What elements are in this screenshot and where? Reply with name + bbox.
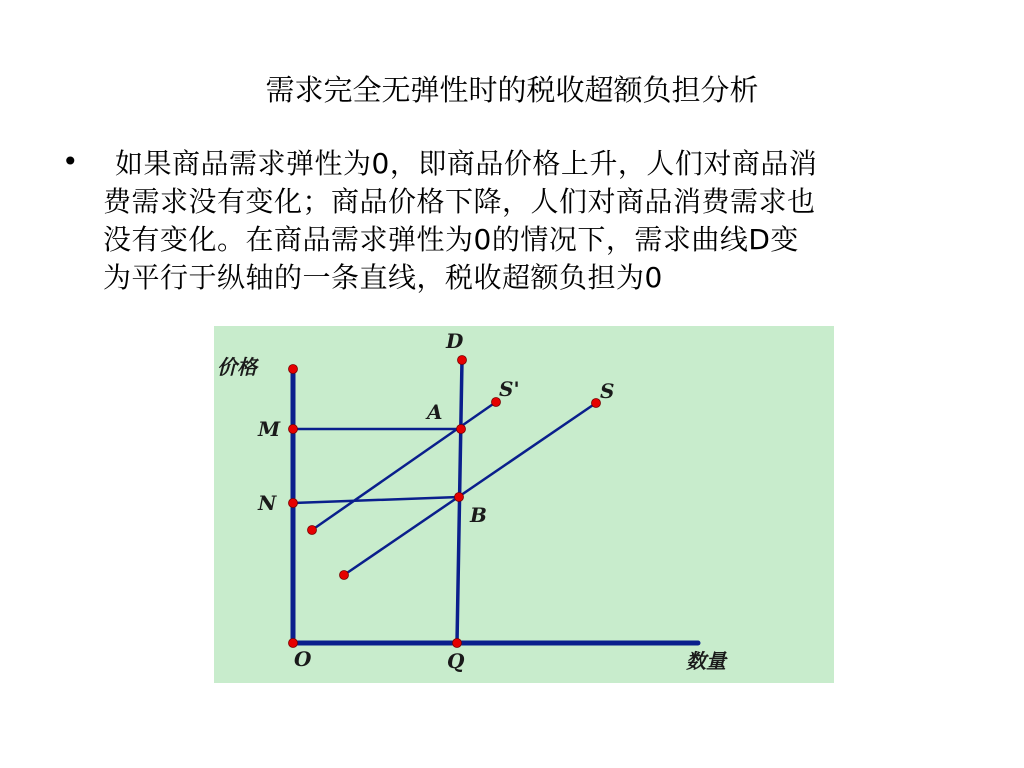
y-axis-label: 价格 — [217, 355, 257, 379]
point-s-start — [340, 571, 349, 580]
paragraph-line-1: 如果商品需求弹性为0，即商品价格上升，人们对商品消 — [115, 147, 818, 180]
point-q — [453, 639, 462, 648]
label-b: B — [470, 503, 487, 527]
paragraph-line-3: 没有变化。在商品需求弹性为0的情况下，需求曲线D变 — [103, 223, 799, 256]
bullet-dot: • — [62, 145, 79, 178]
label-origin: O — [294, 647, 312, 671]
supply-demand-diagram — [214, 326, 834, 683]
slide-title: 需求完全无弹性时的税收超额负担分析 — [265, 73, 759, 107]
label-n: N — [258, 491, 277, 515]
diagram-background — [214, 326, 834, 683]
label-d: D — [446, 329, 464, 353]
label-s: S — [600, 379, 615, 403]
paragraph-line-4: 为平行于纵轴的一条直线，税收超额负担为0 — [103, 261, 663, 294]
label-a: A — [427, 400, 443, 424]
label-m: M — [258, 417, 281, 441]
point-y-axis-top — [289, 365, 298, 374]
label-s-prime: S' — [499, 377, 520, 401]
label-q: Q — [447, 649, 465, 673]
diagram-canvas — [214, 326, 834, 683]
point-b — [455, 493, 464, 502]
x-axis-label: 数量 — [686, 649, 726, 673]
point-n — [289, 499, 298, 508]
point-m — [289, 425, 298, 434]
paragraph-line-2: 费需求没有变化；商品价格下降，人们对商品消费需求也 — [103, 185, 816, 218]
point-a — [457, 425, 466, 434]
bullet-paragraph — [103, 145, 963, 297]
point-d-top — [458, 356, 467, 365]
point-s-prime-start — [308, 526, 317, 535]
